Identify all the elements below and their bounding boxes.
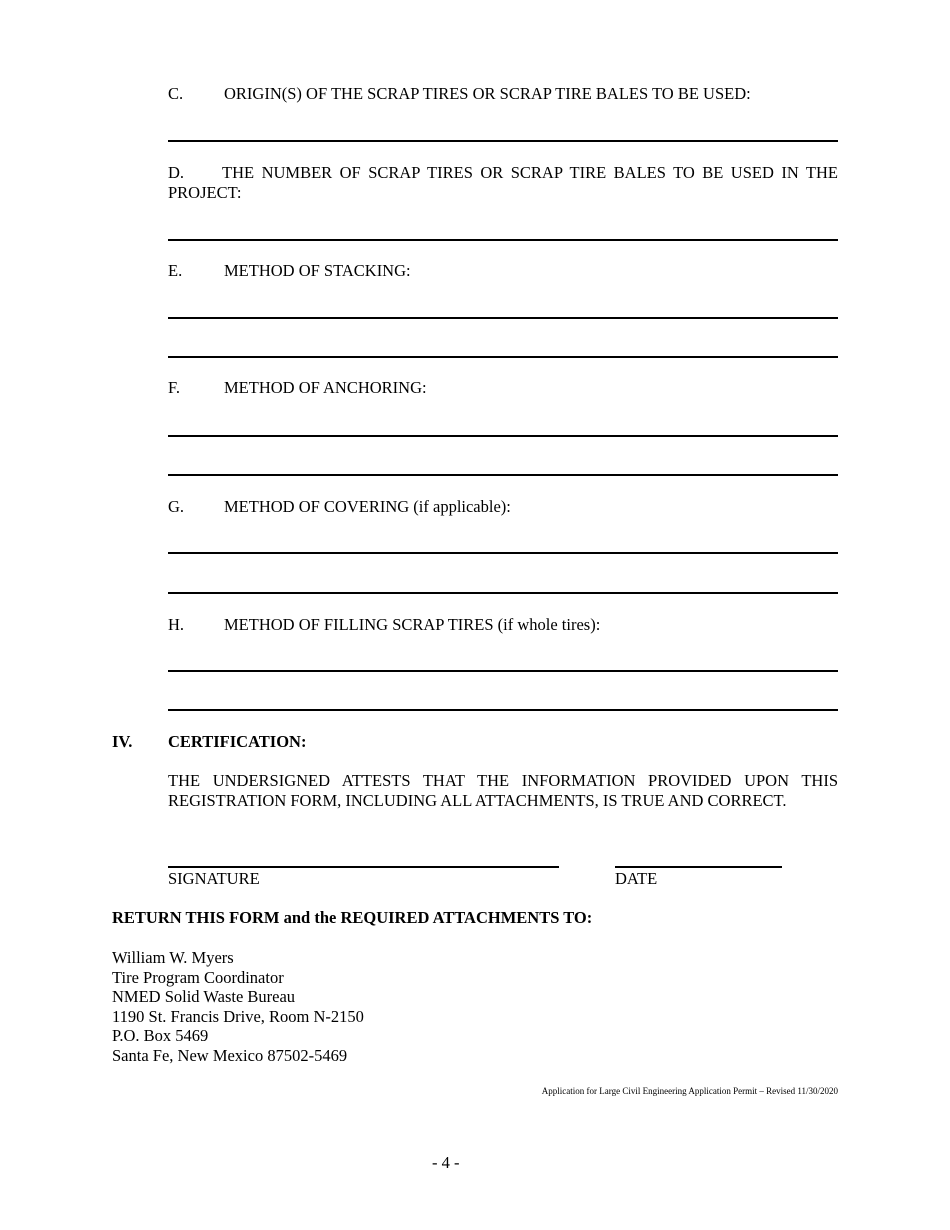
signature-line[interactable]	[168, 866, 559, 868]
section-d-label-line1: D. THE NUMBER OF SCRAP TIRES OR SCRAP TIRE BALES TO BE USED IN THE	[168, 163, 838, 182]
section-g-label: METHOD OF COVERING (if applicable):	[224, 497, 511, 516]
section-g-answer-line-1[interactable]	[168, 552, 838, 554]
address-line: Tire Program Coordinator	[112, 968, 284, 987]
section-f-label: METHOD OF ANCHORING:	[224, 378, 427, 397]
section-c-answer-line[interactable]	[168, 140, 838, 142]
certification-number: IV.	[112, 732, 133, 751]
revision-note: Application for Large Civil Engineering Application Permit – Revised 11/30/2020	[541, 1086, 838, 1096]
address-line: Santa Fe, New Mexico 87502-5469	[112, 1046, 348, 1065]
section-c-label: ORIGIN(S) OF THE SCRAP TIRES OR SCRAP TIRE BALES TO BE USED:	[224, 84, 751, 103]
section-e-label: METHOD OF STACKING:	[224, 261, 411, 280]
section-d-label-line2: PROJECT:	[168, 183, 242, 202]
address-line: 1190 St. Francis Drive, Room N-2150	[112, 1007, 364, 1026]
section-e-answer-line-1[interactable]	[168, 317, 838, 319]
return-heading: RETURN THIS FORM and the REQUIRED ATTACHMENTS TO:	[112, 908, 593, 927]
section-h-answer-line-2[interactable]	[168, 709, 838, 711]
section-g-letter: G.	[168, 497, 185, 516]
section-f-answer-line-1[interactable]	[168, 435, 838, 437]
page-number: - 4 -	[432, 1153, 460, 1172]
section-e-answer-line-2[interactable]	[168, 356, 838, 358]
section-e-letter: E.	[168, 261, 183, 280]
section-f-letter: F.	[168, 378, 180, 397]
certification-text-line1: THE UNDERSIGNED ATTESTS THAT THE INFORMATION PROVIDED UPON THIS	[168, 771, 838, 790]
date-label: DATE	[615, 869, 658, 888]
section-h-letter: H.	[168, 615, 185, 634]
section-d-letter: D.	[168, 163, 185, 182]
date-line[interactable]	[615, 866, 782, 868]
section-g-answer-line-2[interactable]	[168, 592, 838, 594]
section-d-answer-line[interactable]	[168, 239, 838, 241]
address-line: William W. Myers	[112, 948, 234, 967]
certification-heading: CERTIFICATION:	[168, 732, 307, 751]
section-h-label: METHOD OF FILLING SCRAP TIRES (if whole tires):	[224, 615, 601, 634]
certification-text-line2: REGISTRATION FORM, INCLUDING ALL ATTACHMENTS, IS TRUE AND CORRECT.	[168, 791, 787, 810]
signature-label: SIGNATURE	[168, 869, 260, 888]
address-line: NMED Solid Waste Bureau	[112, 987, 296, 1006]
section-h-answer-line-1[interactable]	[168, 670, 838, 672]
section-f-answer-line-2[interactable]	[168, 474, 838, 476]
section-c-letter: C.	[168, 84, 184, 103]
address-line: P.O. Box 5469	[112, 1026, 209, 1045]
